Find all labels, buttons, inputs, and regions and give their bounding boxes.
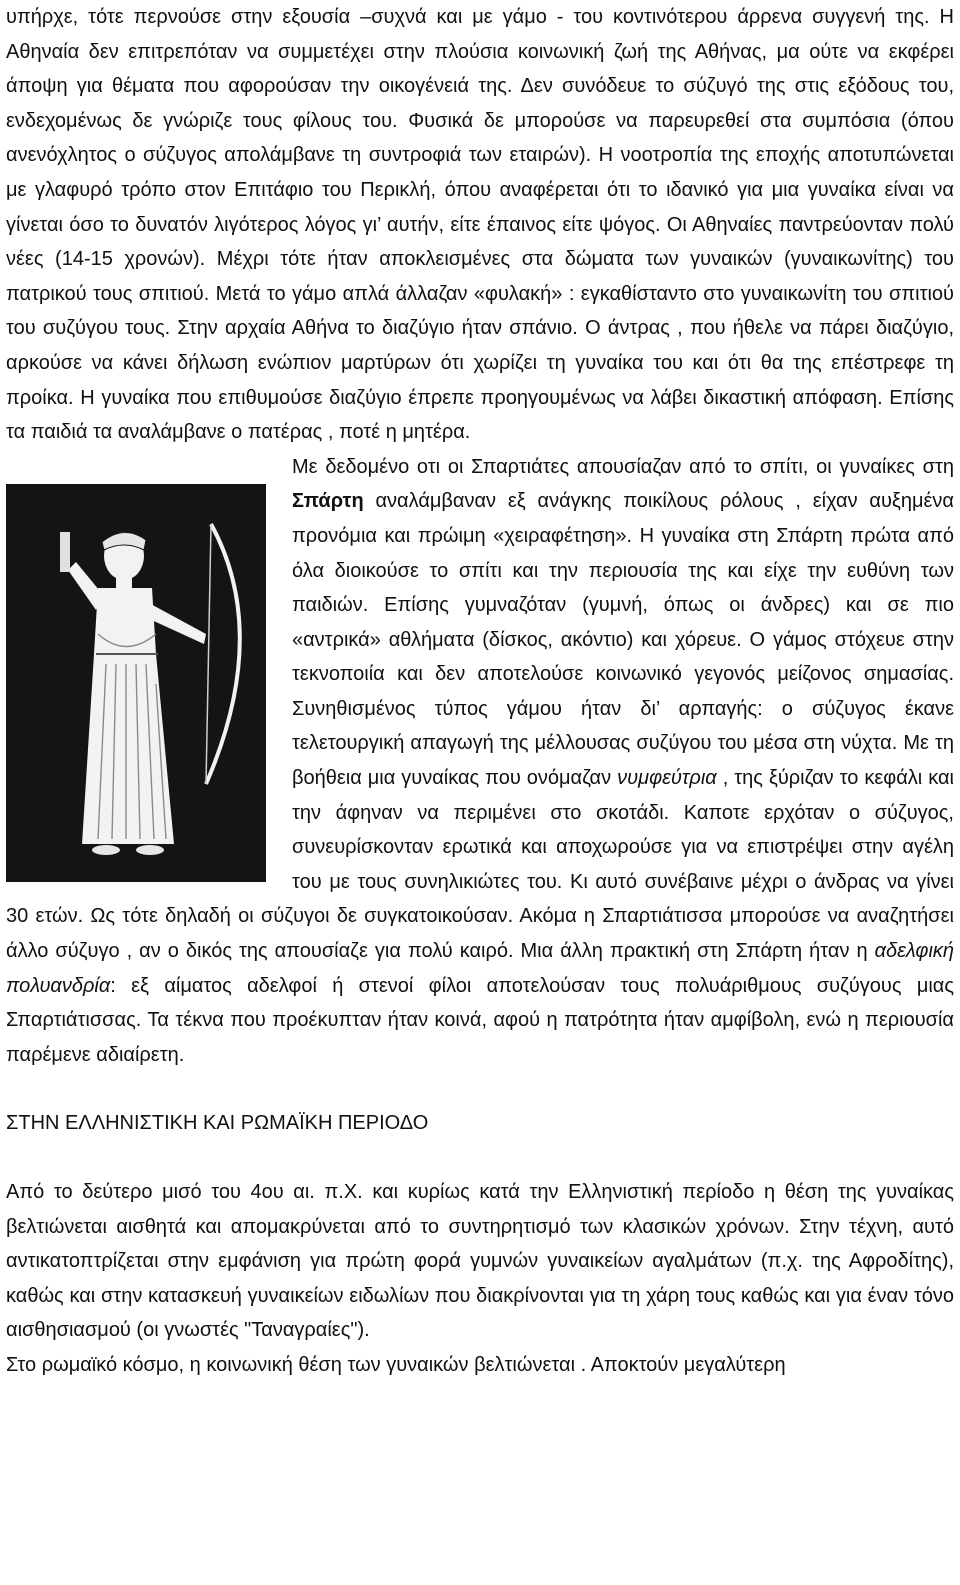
sparta-text-4: : εξ αίματος αδελφοί ή στενοί φίλοι αποτελούσαν τους πολυάριθμους συζύγους μιας Σπαρτιάτισσας. Τα τέκνα που προέκυπταν ήταν κοινά, αφού η πατρότητα ήταν αμφίβολη, ενώ η περιουσία παρέμενε αδιαίρετη. <box>6 974 954 1066</box>
section-heading: ΣΤΗΝ ΕΛΛΗΝΙΣΤΙΚΗ ΚΑΙ ΡΩΜΑΪΚΗ ΠΕΡΙΟΔΟ <box>6 1112 429 1135</box>
sparta-text-2: αναλάμβαναν εξ ανάγκης ποικίλους ρόλους , είχαν αυξημένα προνόμια και πρώιμη «χειραφέτηση». Η γυναίκα στη Σπάρτη πρώτα από όλα διοικούσε το σπίτι και την περιουσία της και είχε την ευθύνη των παιδιών. Επίσης γυμναζόταν (γυμνή, όπως οι άνδρες) και σε πιο «αντρικά» αθλήματα (δίσκος, ακόντιο) και χόρευε. Ο γάμος στόχευε στην τεκνοποιία και δεν αποτελούσε κοινωνικό γεγονός μείζονος σημασίας. Συνηθισμένος τύπος γάμου ήταν δι’ αρπαγής: ο σύζυγος έκανε τελετουργική απαγωγή της μέλλουσας συζύγου του μέσα στη νύχτα. Με τη βοήθεια μια γυναίκας που ονόμαζαν <box>292 490 954 790</box>
paragraph-hellenistic: Από το δεύτερο μισό του 4ου αι. π.Χ. και κυρίως κατά την Ελληνιστική περίοδο η θέση της γυναίκας βελτιώνεται αισθητά και απομακρύνεται από το συντηρητισμό των κλασικών χρόνων. Στην τέχνη, αυτό αντικατοπτρίζεται στην εμφάνιση για πρώτη φορά γυμνών γυναικείων αγαλμάτων (π.χ. της Αφροδίτης), καθώς και στην κατασκευή γυναικείων ειδωλίων που διακρίνονται για τη χάρη τους καθώς και για έναν τόνο αισθησιασμού (οι γνωστές "Ταναγραίες"). <box>6 1181 954 1342</box>
sparta-text-3: , της ξύριζαν το κεφάλι και την άφηναν να περιμένει στο σκοτάδι. Καποτε ερχόταν ο σύζυγος, συνευρίσκονταν ερωτικά και αποχωρούσε για να επιστρέψει στην αγέλη του με τους συνηλικιώτες του. Κι αυτό συνέβαινε μέχρι ο άνδρας να γίνει 30 ετών. Ως τότε δηλαδή οι σύζυγοι δε συγκατοικούσαν. Ακόμα η Σπαρτιάτισσα μπορούσε να αναζητήσει άλλο σύζυγο , αν ο δικός της απουσίαζε για πολύ καιρό. Μια άλλη πρακτική στη Σπάρτη ήταν η <box>6 767 954 963</box>
sparta-italic-term: νυμφεύτρια <box>617 767 717 790</box>
vase-painting-image <box>6 484 266 882</box>
paragraph-roman: Στο ρωμαϊκό κόσμο, η κοινωνική θέση των γυναικών βελτιώνεται . Αποκτούν μεγαλύτερη <box>6 1353 786 1376</box>
sparta-bold: Σπάρτη <box>292 490 364 513</box>
archer-woman-icon <box>6 484 266 882</box>
sparta-text-1: Με δεδομένο οτι οι Σπαρτιάτες απουσίαζαν από το σπίτι, οι γυναίκες στη <box>292 455 954 478</box>
document-page <box>6 0 954 1383</box>
sparta-italic-term-2: αδελφική πολυανδρία <box>6 940 954 997</box>
paragraph-athens: υπήρχε, τότε περνούσε στην εξουσία –συχνά και με γάμο - του κοντινότερου άρρενα συγγενή της. Η Αθηναία δεν επιτρεπόταν να συμμετέχει στην πλούσια κοινωνική ζωή της Αθήνας, μα ούτε να εκφέρει άποψη για θέματα που αφορούσαν την οικογένειά της. Δεν συνόδευε το σύζυγό της στις εξόδους του, ενδεχομένως δε γνώριζε τους φίλους του. Φυσικά δε μπορούσε να παρευρεθεί στα συμπόσια (όπου ανενόχλητος ο σύζυγος απολάμβανε τη συντροφιά των εταιρών). Η νοοτροπία της εποχής αποτυπώνεται με γλαφυρό τρόπο στον Επιτάφιο του Περικλή, όπου αναφέρεται ότι το ιδανικό για μια γυναίκα είναι να γίνεται όσο το δυνατόν λιγότερος λόγος γι’ αυτήν, είτε έπαινος είτε ψόγος. Οι Αθηναίες παντρεύονταν πολύ νέες (14-15 χρονών). Μέχρι τότε ήταν αποκλεισμένες στα δώματα των γυναικών (γυναικωνίτης) του πατρικού τους σπιτιού. Μετά το γάμο απλά άλλαζαν «φυλακή» : εγκαθίσταντο στο γυναικωνίτη του σπιτιού του συζύγου τους. Στην αρχαία Αθήνα το διαζύγιο ήταν σπάνιο. Ο άντρας , που ήθελε να πάρει διαζύγιο, αρκούσε να κάνει δήλωση ενώπιον μαρτύρων ότι χωρίζει τη γυναίκα του και ότι θα της επέστρεφε τη προίκα. Η γυναίκα που επιθυμούσε διαζύγιο έπρεπε προηγουμένως να λάβει δικαστική απόφαση. Επίσης τα παιδιά τα αναλάμβανε ο πατέρας , ποτέ η μητέρα. <box>6 6 954 444</box>
